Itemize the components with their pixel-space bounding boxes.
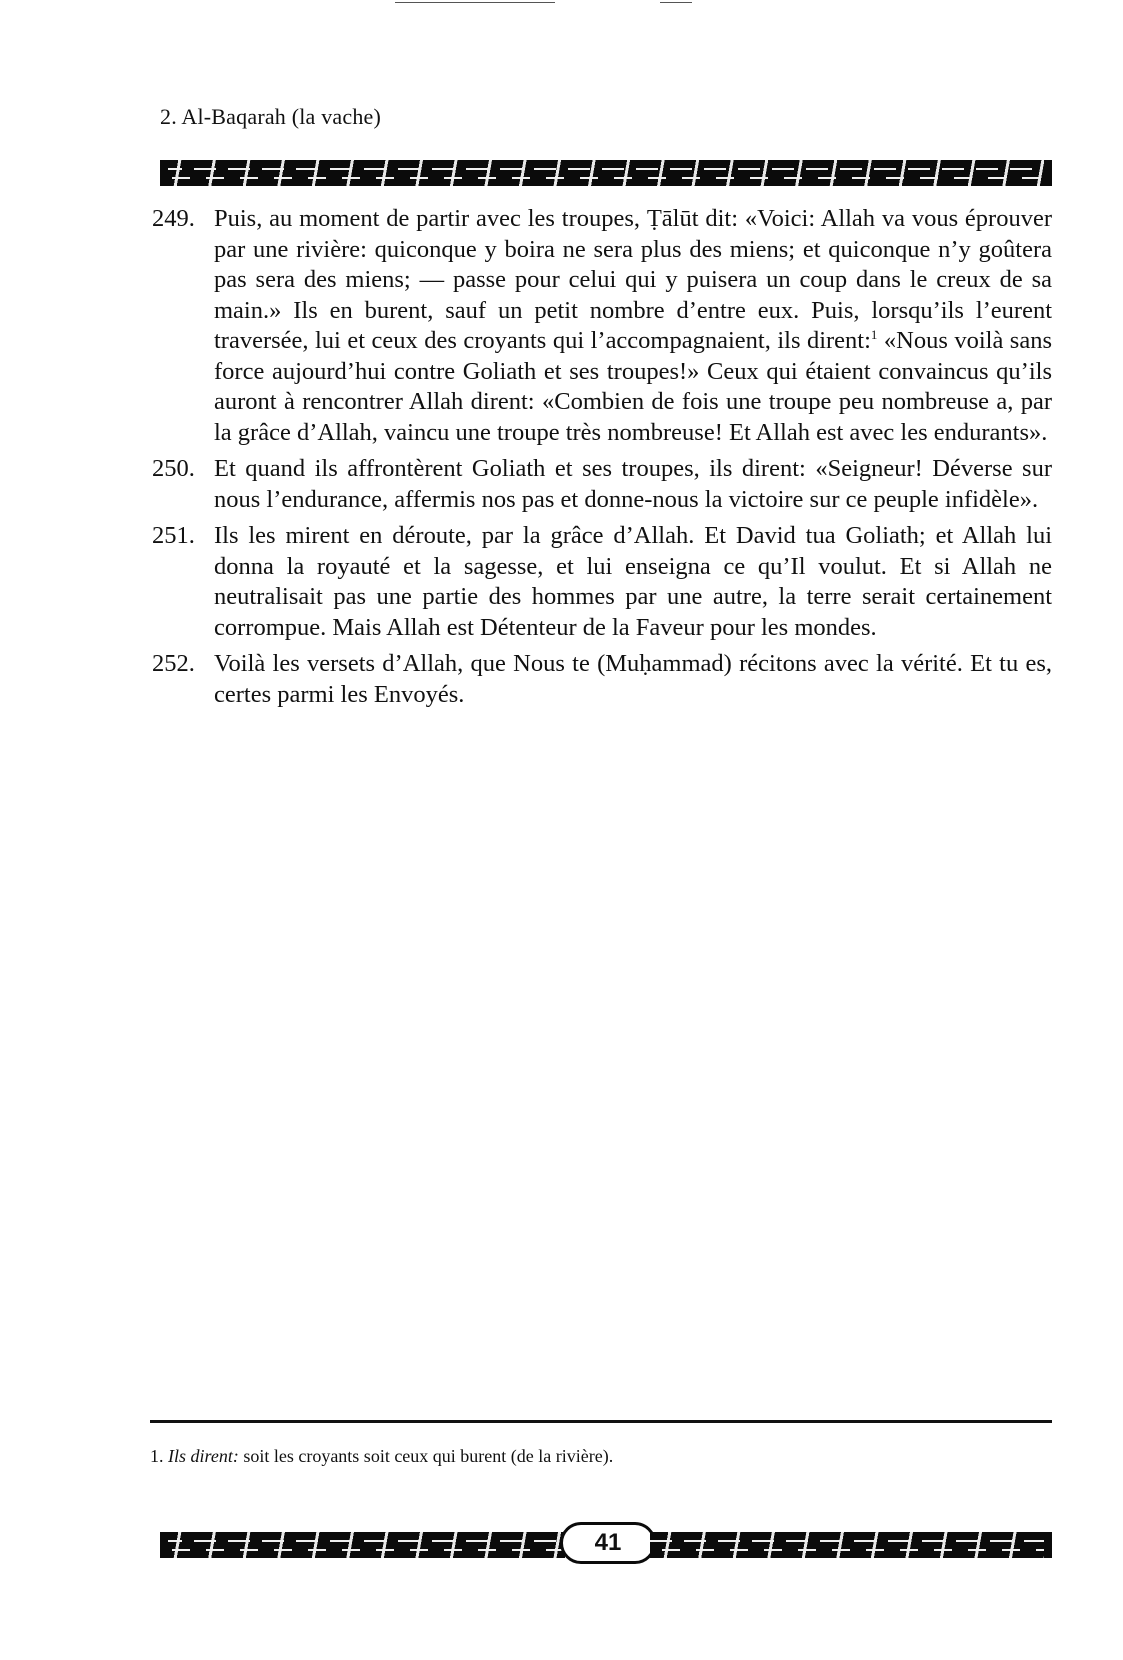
top-edge-rule-right <box>660 2 692 3</box>
running-head: 2. Al-Baqarah (la vache) <box>160 104 382 129</box>
footnote-term: Ils dirent: <box>168 1446 239 1466</box>
verse-number: 251. <box>152 522 195 549</box>
verse-249 <box>152 204 1052 448</box>
band-end-cap <box>160 160 168 186</box>
footnote <box>150 1446 1052 1467</box>
band-end-cap <box>1044 160 1052 186</box>
verse-text: Voilà les versets d’Allah, que Nous te (Muḥammad) récitons avec la vérité. Et tu es, certes parmi les Envoyés. <box>214 650 1052 708</box>
verse-text: Ils les mirent en déroute, par la grâce d’Allah. Et David tua Goliath; et Allah lui donna la royauté et la sagesse, et lui enseigna ce qu’Il voulut. Et si Allah ne neutralisait pas une partie des hommes par une autre, la terre serait certainement corrompue. Mais Allah est Détenteur de la Faveur pour les mondes. <box>214 522 1052 641</box>
footnote-divider <box>150 1420 1052 1423</box>
verse-text-part: «Nous voilà sans force aujourd’hui contre Goliath et ses troupes!» Ceux qui étaient convaincus qu’ils auront à rencontrer Allah dirent: «Combien de fois une troupe peu nombreuse a, par la grâce d’Allah, vaincu une troupe très nombreuse! Et Allah est avec les endurants». <box>214 327 1052 446</box>
verse-text <box>214 205 1052 446</box>
footer-ornament-band-right <box>650 1532 1052 1558</box>
verse-251 <box>152 521 1052 643</box>
verse-252 <box>152 649 1052 710</box>
verse-number: 252. <box>152 650 195 677</box>
verse-number: 249. <box>152 205 195 232</box>
band-end-cap <box>160 1532 168 1558</box>
footer-ornament-band-left <box>160 1532 565 1558</box>
verse-text: Et quand ils affrontèrent Goliath et ses troupes, ils dirent: «Seigneur! Déverse sur nous l’endurance, affermis nos pas et donne-nous la victoire sur ce peuple infidèle». <box>214 455 1052 513</box>
verse-list <box>152 204 1052 716</box>
verse-number: 250. <box>152 455 195 482</box>
footnote-marker: 1 <box>870 326 878 342</box>
footnote-text: soit les croyants soit ceux qui burent (de la rivière). <box>238 1446 614 1466</box>
top-edge-rule-left <box>395 2 555 3</box>
page-number: 41 <box>560 1522 656 1564</box>
footnote-number: 1. <box>150 1446 164 1466</box>
verse-text-part: Puis, au moment de partir avec les troupes, Ṭālūt dit: «Voici: Allah va vous éprouver par une rivière: quiconque y boira ne sera plus des miens; et quiconque n’y goûtera pas sera des miens; — passe pour celui qui y puisera un coup dans le creux de sa main.» Ils en burent, sauf un petit nombre d’entre eux. Puis, lorsqu’ils l’eurent traversée, lui et ceux des croyants qui l’accompagnaient, ils dirent: <box>214 205 1052 354</box>
verse-250 <box>152 454 1052 515</box>
band-end-cap <box>1044 1532 1052 1558</box>
header-ornament-band <box>160 160 1052 186</box>
